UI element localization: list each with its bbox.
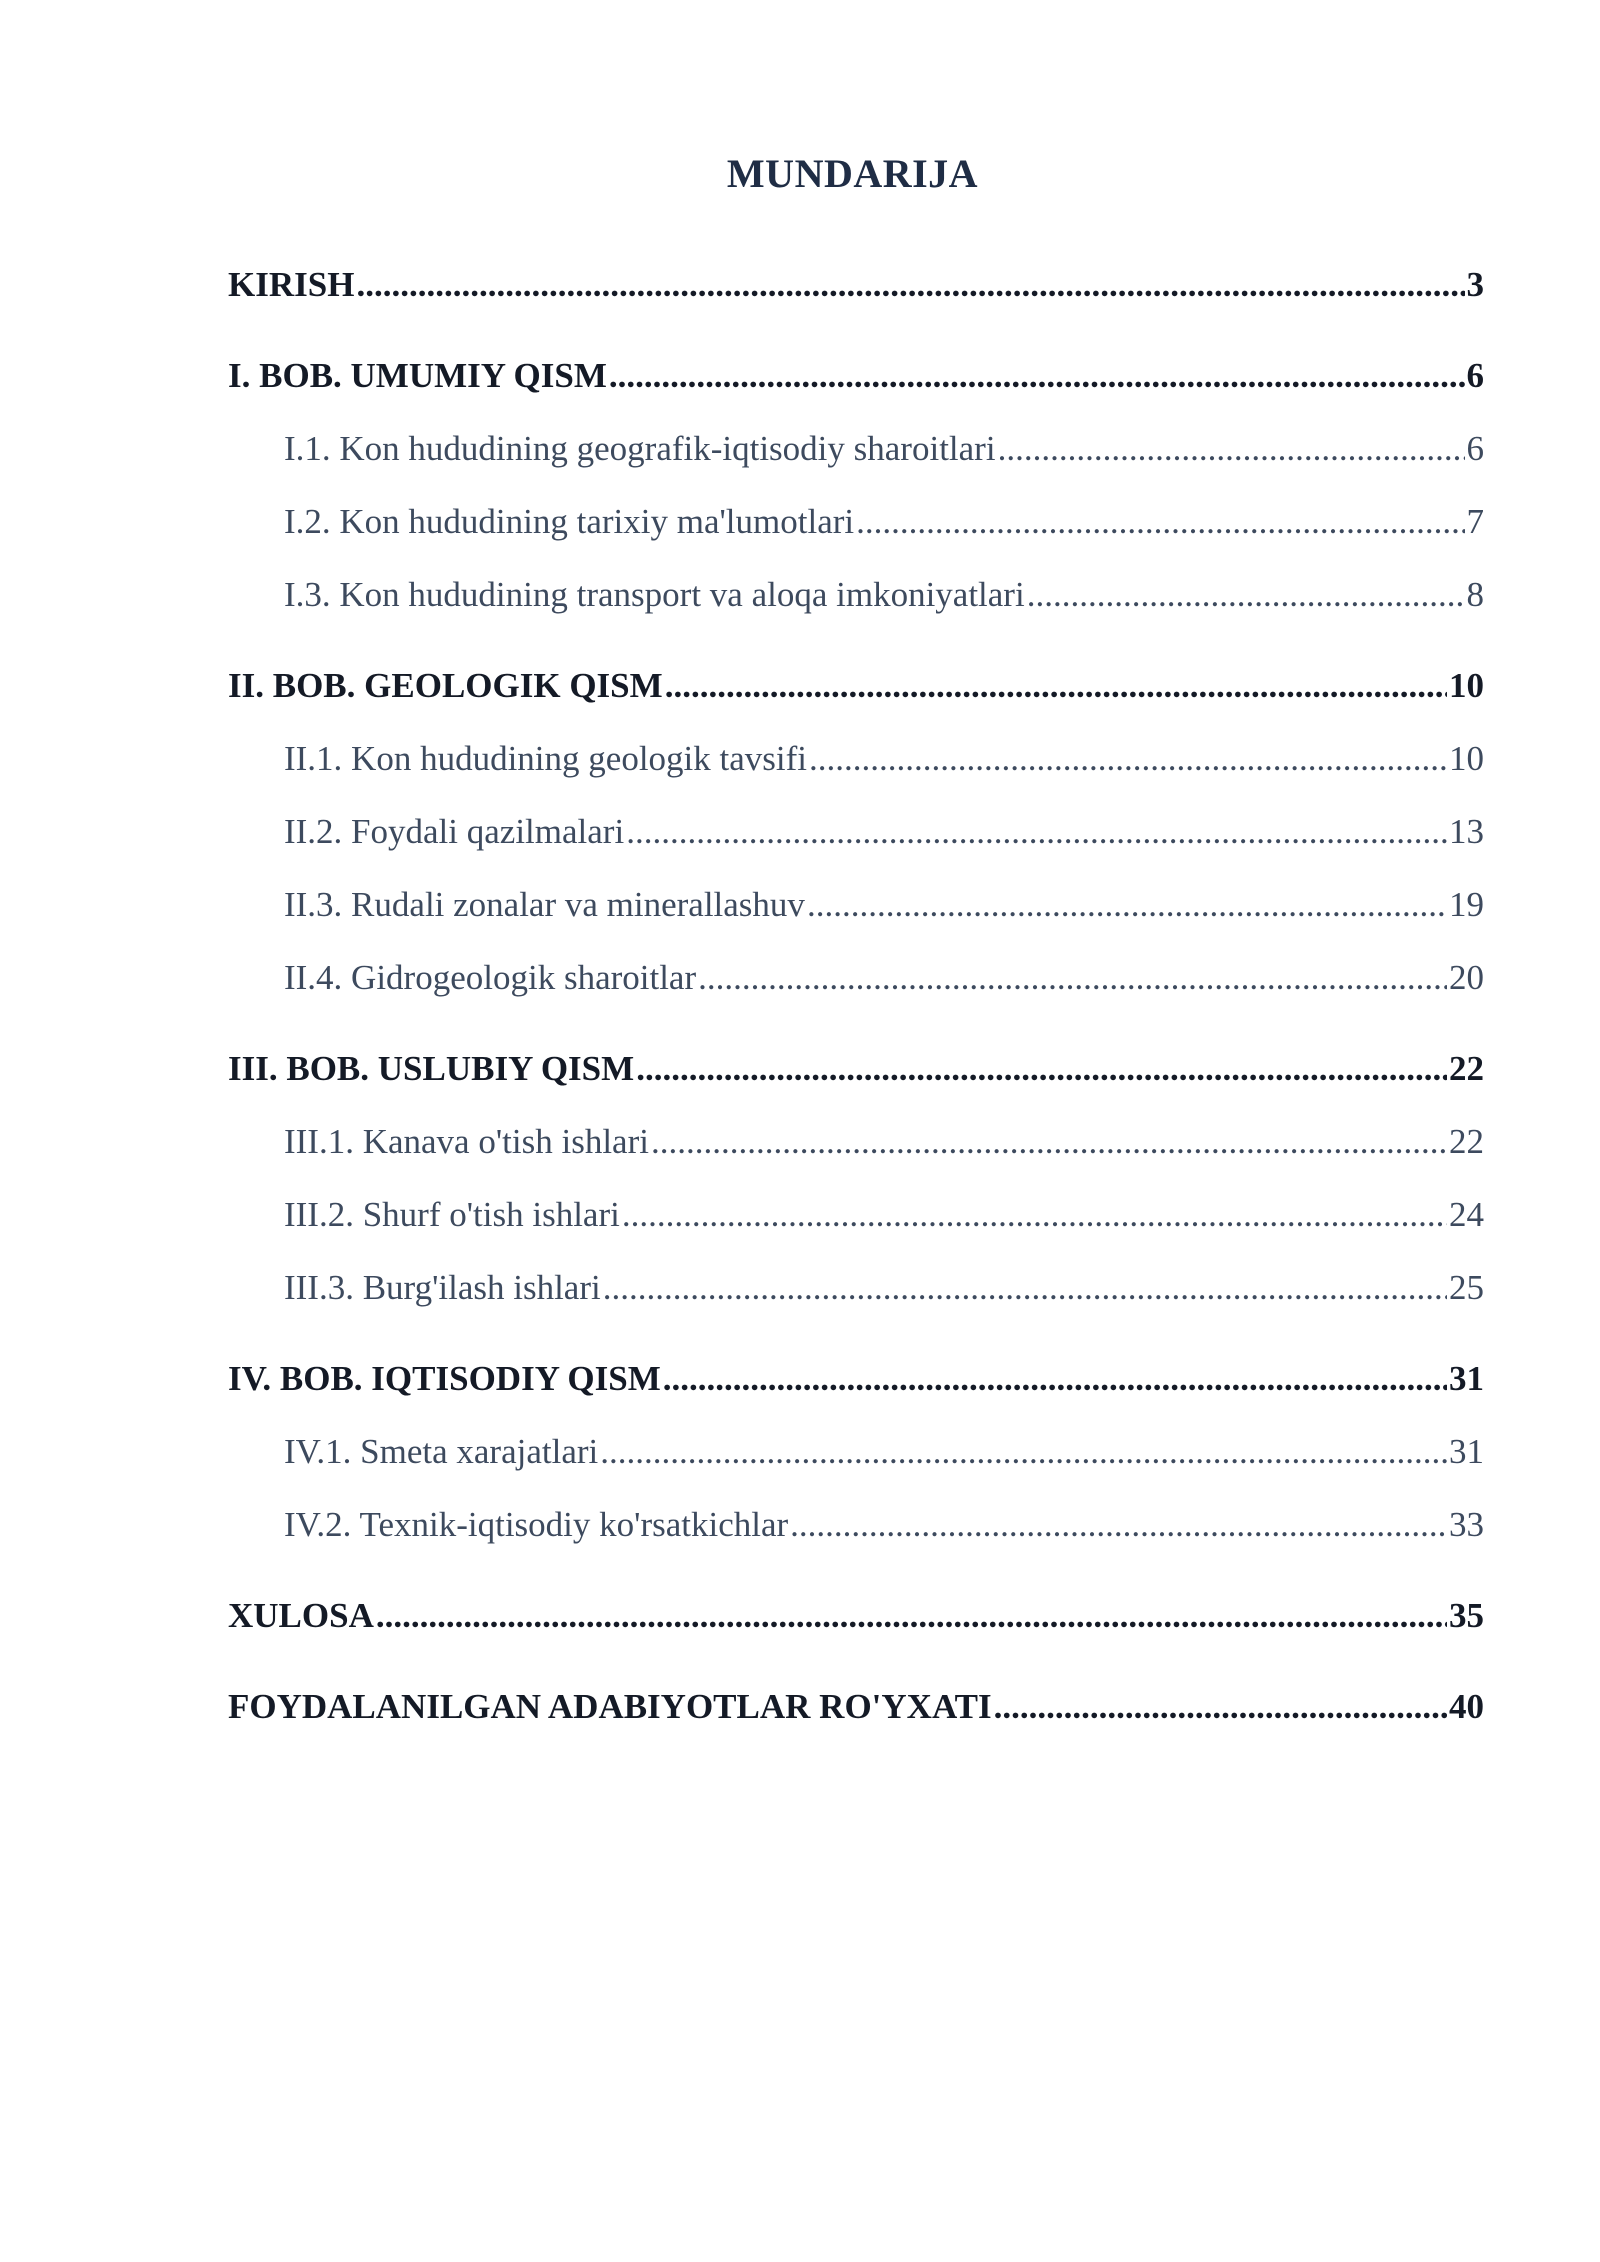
toc-entry-label: IV.2. Texnik-iqtisodiy ko'rsatkichlar	[284, 1505, 789, 1544]
toc-entry-page: 40	[1449, 1687, 1484, 1726]
toc-entry-label: III.1. Kanava o'tish ishlari	[284, 1122, 649, 1161]
toc-entry-label: III.3. Burg'ilash ishlari	[284, 1268, 601, 1307]
dot-leader	[600, 1429, 1447, 1475]
toc-entry-chapter-1	[228, 353, 1484, 399]
toc-entry-xulosa	[228, 1593, 1484, 1639]
toc-entry-page: 10	[1449, 666, 1484, 705]
dot-leader	[994, 1684, 1447, 1730]
toc-entry-page: 13	[1449, 812, 1484, 851]
toc-entry-chapter-4	[228, 1356, 1484, 1402]
toc-entry-section-1-3	[228, 572, 1484, 618]
toc-entry-page: 6	[1466, 429, 1484, 468]
toc-entry-page: 24	[1449, 1195, 1484, 1234]
toc-entry-label: IV.1. Smeta xarajatlari	[284, 1432, 599, 1471]
toc-entry-label: I. BOB. UMUMIY QISM	[228, 356, 607, 395]
dot-leader	[663, 1356, 1447, 1402]
toc-entry-label: KIRISH	[228, 265, 355, 304]
toc-entry-label: IV. BOB. IQTISODIY QISM	[228, 1359, 661, 1398]
toc-entry-page: 20	[1449, 958, 1484, 997]
toc-entry-label: I.3. Kon hududining transport va aloqa imkoniyatlari	[284, 575, 1025, 614]
page-title: MUNDARIJA	[726, 151, 979, 196]
dot-leader	[665, 663, 1447, 709]
toc-entry-label: XULOSA	[228, 1596, 374, 1635]
toc-entry-label: I.2. Kon hududining tarixiy ma'lumotlari	[284, 502, 855, 541]
toc-entry-page: 8	[1466, 575, 1484, 614]
toc-entry-page: 10	[1449, 739, 1484, 778]
dot-leader	[626, 809, 1447, 855]
toc-entry-chapter-3	[228, 1046, 1484, 1092]
dot-leader	[609, 353, 1465, 399]
toc-entry-page: 19	[1449, 885, 1484, 924]
toc-entry-section-3-2	[228, 1192, 1484, 1238]
dot-leader	[698, 955, 1447, 1001]
toc-entry-page: 6	[1466, 356, 1484, 395]
toc-entry-section-1-2	[228, 499, 1484, 545]
toc-entry-label: I.1. Kon hududining geografik-iqtisodiy sharoitlari	[284, 429, 996, 468]
dot-leader	[636, 1046, 1447, 1092]
dot-leader	[622, 1192, 1447, 1238]
dot-leader	[356, 262, 1464, 308]
dot-leader	[603, 1265, 1447, 1311]
toc-entry-label: II.2. Foydali qazilmalari	[284, 812, 625, 851]
dot-leader	[376, 1593, 1447, 1639]
toc-entry-label: II.4. Gidrogeologik sharoitlar	[284, 958, 697, 997]
toc-entry-page: 3	[1466, 265, 1484, 304]
toc-entry-chapter-2	[228, 663, 1484, 709]
toc-entry-kirish	[228, 262, 1484, 308]
toc-entry-label: II.1. Kon hududining geologik tavsifi	[284, 739, 808, 778]
dot-leader	[998, 426, 1465, 472]
toc-entry-label: III.2. Shurf o'tish ishlari	[284, 1195, 620, 1234]
toc-entry-page: 31	[1449, 1359, 1484, 1398]
toc-entry-section-1-1	[228, 426, 1484, 472]
dot-leader	[807, 882, 1447, 928]
toc-entry-page: 22	[1449, 1122, 1484, 1161]
toc-entry-section-2-3	[228, 882, 1484, 928]
toc-entry-page: 33	[1449, 1505, 1484, 1544]
toc-entry-page: 22	[1449, 1049, 1484, 1088]
toc-entry-label: II.3. Rudali zonalar va minerallashuv	[284, 885, 805, 924]
dot-leader	[651, 1119, 1447, 1165]
dot-leader	[809, 736, 1447, 782]
dot-leader	[1027, 572, 1465, 618]
toc-entry-label: III. BOB. USLUBIY QISM	[228, 1049, 635, 1088]
table-of-contents	[228, 262, 1484, 1730]
toc-entry-label: FOYDALANILGAN ADABIYOTLAR RO'YXATI	[228, 1687, 992, 1726]
toc-entry-section-4-1	[228, 1429, 1484, 1475]
toc-entry-label: II. BOB. GEOLOGIK QISM	[228, 666, 663, 705]
dot-leader	[856, 499, 1464, 545]
toc-entry-bibliography	[228, 1684, 1484, 1730]
toc-entry-section-2-4	[228, 955, 1484, 1001]
toc-entry-section-2-1	[228, 736, 1484, 782]
toc-entry-section-4-2	[228, 1502, 1484, 1548]
toc-entry-section-2-2	[228, 809, 1484, 855]
toc-entry-page: 31	[1449, 1432, 1484, 1471]
toc-entry-page: 35	[1449, 1596, 1484, 1635]
toc-entry-section-3-1	[228, 1119, 1484, 1165]
toc-entry-section-3-3	[228, 1265, 1484, 1311]
dot-leader	[790, 1502, 1447, 1548]
toc-entry-page: 7	[1466, 502, 1484, 541]
toc-entry-page: 25	[1449, 1268, 1484, 1307]
